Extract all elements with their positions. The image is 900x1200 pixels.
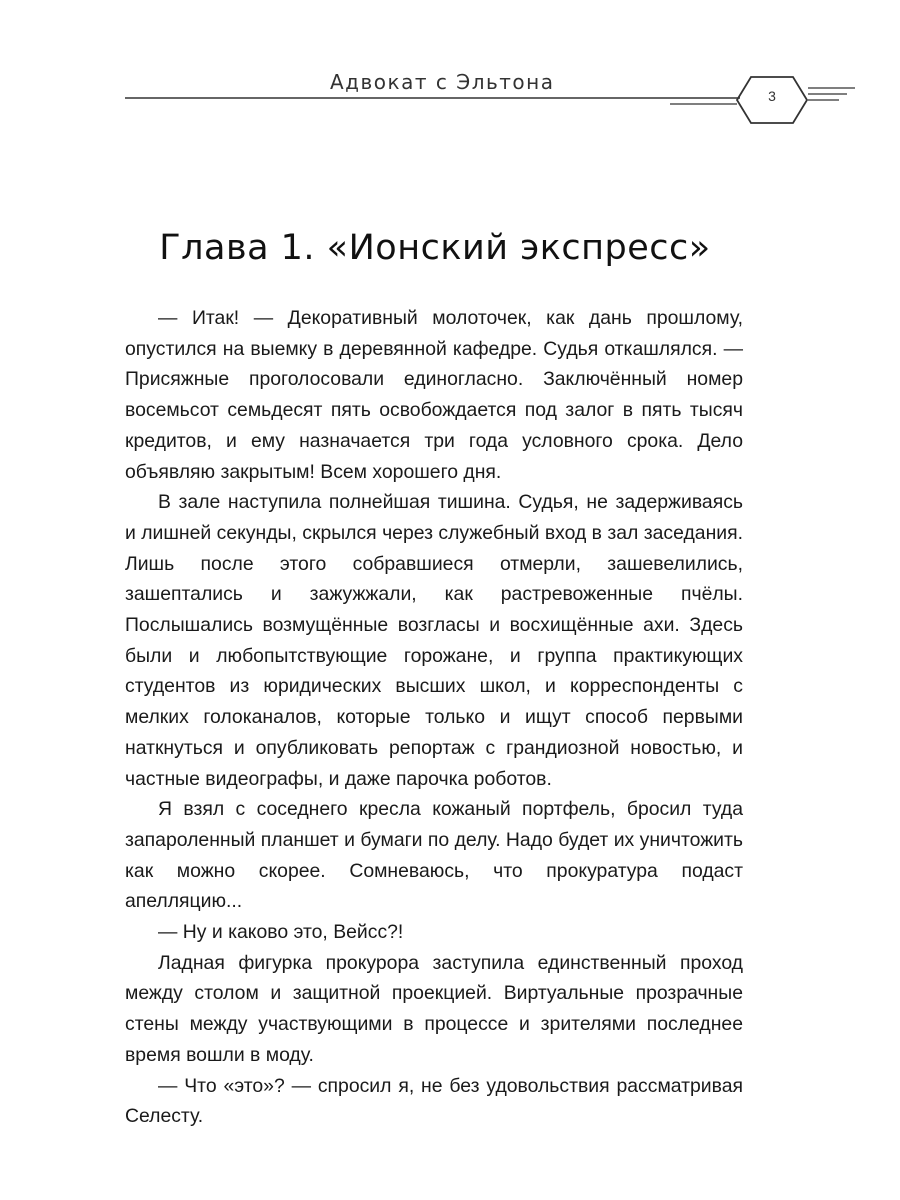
paragraph: Ладная фигурка прокурора заступила единственный проход между столом и защитной проекцией. Виртуальные прозрачные стены между участвующими в процессе и зрителями последнее время вошли в моду. (125, 951, 743, 1066)
paragraph: — Итак! — Декоративный молоточек, как дань прошлому, опустился на выемку в деревянной кафедре. Судья откашлялся. — Присяжные проголосовали единогласно. Заключённый номер восемьсот семьдесят пять освобождается под залог в пять тысяч кредитов, и ему назначается три года условного срока. Дело объявляю закрытым! Всем хорошего дня. (125, 307, 743, 483)
page-number: 3 (768, 88, 776, 104)
paragraph: Я взял с соседнего кресла кожаный портфель, бросил туда запароленный планшет и бумаги по делу. Надо будет их уничтожить как можно скорее. Сомневаюсь, что прокуратура подаст апелляцию... (125, 798, 743, 913)
running-header (125, 58, 865, 138)
paragraph: — Что «это»? — спросил я, не без удовольствия рассматривая Селесту. (125, 1074, 743, 1128)
paragraph: — Ну и каково это, Вейсс?! (158, 921, 404, 944)
running-title: Адвокат с Эльтона (330, 70, 555, 94)
paragraph: В зале наступила полнейшая тишина. Судья, не задерживаясь и лишней секунды, скрылся через служебный вход в зал заседания. Лишь после этого собравшиеся отмерли, зашевелились, зашептались и зажужжали, как растревоженные пчёлы. Послышались возмущённые возгласы и восхищённые ахи. Здесь были и любопытствующие горожане, и группа практикующих студентов из юридических высших школ, и корреспонденты с мелких голоканалов, которые только и ищут способ первыми наткнуться и опубликовать репортаж с грандиозной новостью, и частные видеографы, и даже парочка роботов. (125, 491, 743, 790)
body-text (125, 303, 743, 1132)
chapter-title: Глава 1. «Ионский экспресс» (159, 228, 711, 268)
